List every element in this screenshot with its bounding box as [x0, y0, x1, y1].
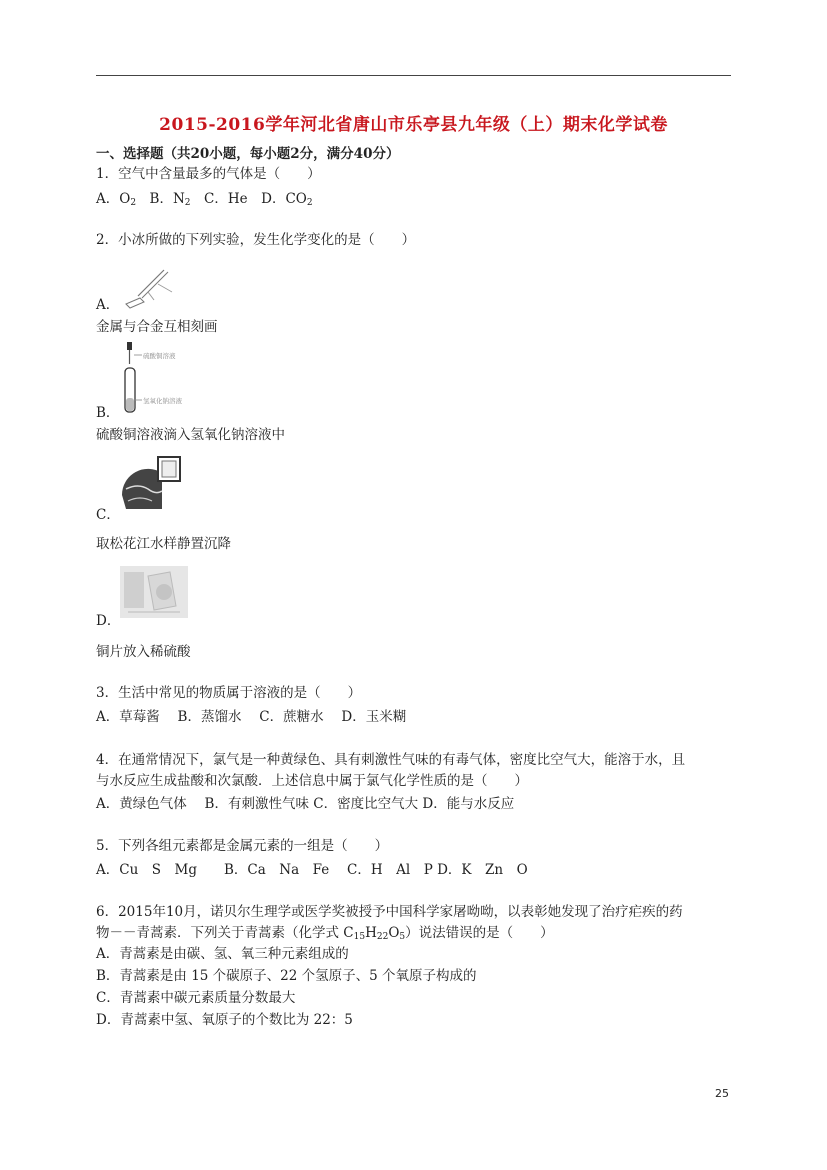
question-4-options: A．黄绿色气体 B．有刺激性气味 C．密度比空气大 D．能与水反应: [96, 796, 515, 812]
page-number: 25: [715, 1087, 729, 1100]
question-6-option-b: B．青蒿素是由 15 个碳原子、22 个氢原子、5 个氧原子构成的: [96, 968, 477, 984]
question-5-stem: 5．下列各组元素都是金属元素的一组是（ ）: [96, 838, 389, 854]
test-tube-figure: [118, 340, 194, 416]
question-5-options: A．Cu S Mg B．Ca Na Fe C．H Al P D．K Zn O: [96, 862, 528, 878]
question-6-option-c: C．青蒿素中碳元素质量分数最大: [96, 990, 296, 1006]
figure-label-copper-sulfate: 硫酸铜溶液: [143, 352, 176, 360]
option-c-caption: 取松花江水样静置沉降: [96, 536, 231, 552]
page-title: 2015-2016学年河北省唐山市乐亭县九年级（上）期末化学试卷: [159, 115, 668, 135]
river-water-figure: [118, 455, 184, 513]
option-d-letter: D．: [96, 613, 121, 629]
section-heading: 一、选择题（共20小题，每小题2分，满分40分）: [96, 146, 400, 162]
option-d-caption: 铜片放入稀硫酸: [96, 644, 191, 660]
question-6-option-a: A．青蒿素是由碳、氢、氧三种元素组成的: [96, 946, 349, 962]
option-c-letter: C．: [96, 507, 120, 523]
question-6-option-d: D．青蒿素中氢、氧原子的个数比为 22：5: [96, 1012, 353, 1028]
question-3-options: A．草莓酱 B．蒸馏水 C．蔗糖水 D．玉米糊: [96, 709, 407, 725]
option-b-letter: B．: [96, 405, 120, 421]
option-b-caption: 硫酸铜溶液滴入氢氧化钠溶液中: [96, 427, 285, 443]
question-3-stem: 3．生活中常见的物质属于溶液的是（ ）: [96, 685, 362, 701]
copper-acid-figure: [120, 566, 188, 618]
question-1-options: A．$O_2$ B．$N_2$ C．He D．$CO_2$: [96, 191, 313, 208]
question-6-stem-line2: 物－－青蒿素．下列关于青蒿素（化学式 $C_{15}H_{22}O_5$）说法错误的是（ ）: [96, 925, 554, 942]
question-1-stem: 1．空气中含量最多的气体是（ ）: [96, 166, 321, 182]
question-2-stem: 2．小冰所做的下列实验，发生化学变化的是（ ）: [96, 232, 416, 248]
figure-label-sodium-hydroxide: 氢氧化钠溶液: [143, 397, 182, 405]
option-a-caption: 金属与合金互相刻画: [96, 319, 218, 335]
question-4-stem-line1: 4．在通常情况下，氯气是一种黄绿色、具有刺激性气味的有毒气体，密度比空气大，能溶于水，且: [96, 752, 686, 768]
question-4-stem-line2: 与水反应生成盐酸和次氯酸．上述信息中属于氯气化学性质的是（ ）: [96, 773, 528, 789]
metal-scratch-figure: [118, 262, 178, 310]
question-6-stem-line1: 6．2015年10月，诺贝尔生理学或医学奖被授予中国科学家屠呦呦，以表彰她发现了治疗疟疾的药: [96, 904, 683, 920]
option-a-letter: A．: [96, 297, 120, 313]
header-rule: [96, 75, 731, 76]
